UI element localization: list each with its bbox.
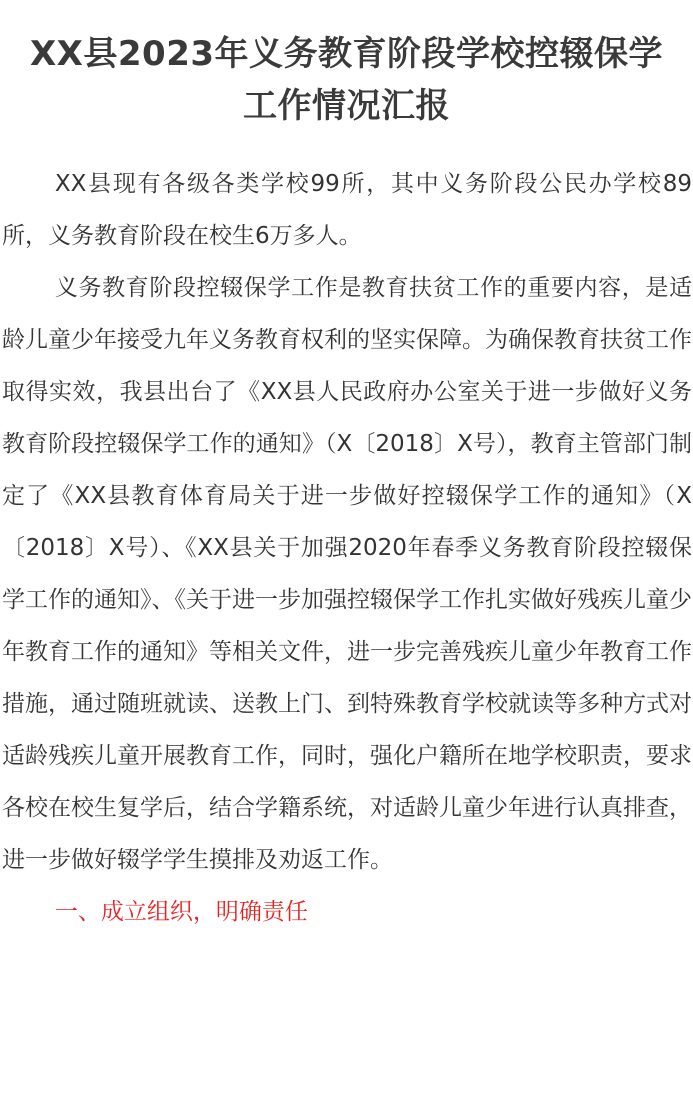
document-title-line-1: XX县2023年义务教育阶段学校控辍保学 xyxy=(29,34,664,74)
section-heading-organization: 一、成立组织，明确责任 xyxy=(54,899,308,925)
paragraph-dropout-control-work: 义务教育阶段控辍保学工作是教育扶贫工作的重要内容，是适龄儿童少年接受九年义务教育权利的坚实保障。为确保教育扶贫工作取得实效，我县出台了《XX县人民政府办公室关于进一步做好义务教育阶段控辍保学工作的通知》（X〔2018〕X号），教育主管部门制定了《XX县教育体育局关于进一步做好控辍保学工作的通知》（X〔2018〕X号）、《XX县关于加强2020年春季义务教育阶段控辍保学工作的通知》、《关于进一步加强控辍保学工作扎实做好残疾儿童少年教育工作的通知》等相关文件，进一步完善残疾儿童少年教育工作措施，通过随班就读、送教上门、到特殊教育学校就读等多种方式对适龄残疾儿童开展教育工作，同时，强化户籍所在地学校职责，要求各校在校生复学后，结合学籍系统，对适龄儿童少年进行认真排查，进一步做好辍学学生摸排及劝返工作。 xyxy=(2,275,692,873)
document-body xyxy=(2,158,692,938)
paragraph-school-overview: XX县现有各级各类学校99所，其中义务阶段公民办学校89所，义务教育阶段在校生6万多人。 xyxy=(2,171,692,249)
document-title-line-2: 工作情况汇报 xyxy=(243,86,450,126)
document-title xyxy=(0,0,693,132)
